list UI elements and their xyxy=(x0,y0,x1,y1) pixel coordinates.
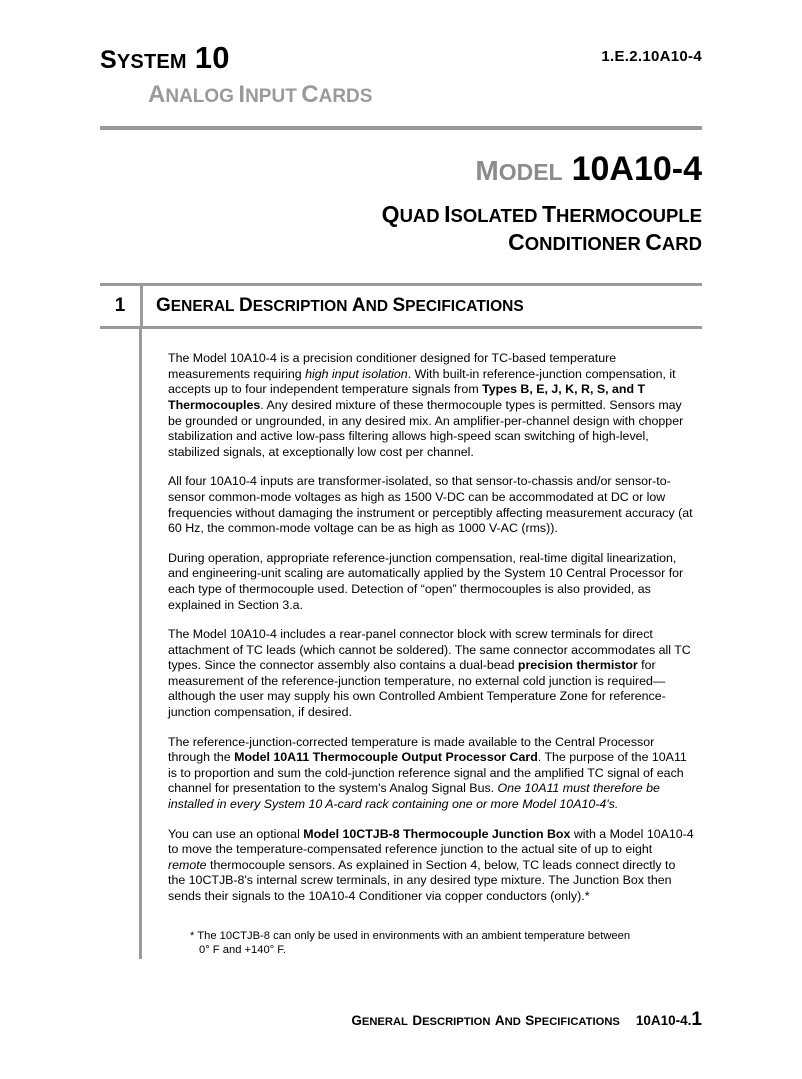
section-number: 1 xyxy=(114,295,126,317)
model-line xyxy=(100,152,702,188)
analog-input-cards-subtitle: ANALOG INPUT CARDS xyxy=(148,81,373,108)
system-number: 10 xyxy=(194,40,230,75)
section-divider xyxy=(140,286,143,326)
model-subtitle-line2: CONDITIONER CARD xyxy=(508,229,702,256)
footnote: * The 10CTJB-8 can only be used in environments with an ambient temperature between 0° F and +140° F. xyxy=(190,929,631,956)
footer-page-number: 1 xyxy=(691,1009,702,1030)
model-subtitle xyxy=(100,200,702,258)
page-footer xyxy=(351,1009,702,1031)
body-paragraph: The Model 10A10-4 includes a rear-panel connector block with screw terminals for direct attachment of TC leads (which cannot be soldered). The same connector accommodates all TC types. Since the connector assembly also contains a dual-bead precision thermistor for measurement of the reference-junction temperature, no external cold junction is required—although the user may supply his own Controlled Ambient Temperature Zone for reference-junction compensation, if desired. xyxy=(168,627,691,720)
header-divider-rule xyxy=(100,126,702,130)
document-header xyxy=(100,42,702,114)
body-paragraph: You can use an optional Model 10CTJB-8 Thermocouple Junction Box with a Model 10A10-4 to move the temperature-compensated reference junction to the actual site of up to eight remote thermocouple sensors. As explained in Section 4, below, TC leads connect directly to the 10CTJB-8's internal screw terminals, in any desired type mixture. The Junction Box then sends their signals to the 10A10-4 Conditioner via copper conductors (only).* xyxy=(168,826,694,903)
footer-section-title: GENERAL DESCRIPTION AND SPECIFICATIONS xyxy=(351,1013,620,1028)
body-paragraph: The Model 10A10-4 is a precision conditioner designed for TC-based temperature measurements requiring high input isolation. With built-in reference-junction compensation, it accepts up to four independent temperature signals from Types B, E, J, K, R, S, and T Thermocouples. Any desired mixture of these thermocouple types is permitted. Sensors may be grounded or ungrounded, in any desired mix. An amplifier-per-channel design with chopper stabilization and active low-pass filtering allows high-speed scan switching of high-level, stabilized signals, at exceptionally low cost per channel. xyxy=(168,351,684,459)
model-subtitle-line1: QUAD ISOLATED THERMOCOUPLE xyxy=(381,200,702,227)
system-word: SYSTEM xyxy=(100,46,187,74)
footer-page-code: 10A10-4. xyxy=(635,1013,692,1028)
body-paragraph: The reference-junction-corrected temperature is made available to the Central Processor through the Model 10A11 Thermocouple Output Processor Card. The purpose of the 10A11 is to proportion and sum the cold-junction reference signal and the amplified TC signal of each channel for presentation to the system's Analog Signal Bus. One 10A11 must therefore be installed in every System 10 A-card rack containing one or more Model 10A10-4's. xyxy=(168,734,687,812)
body-paragraph: All four 10A10-4 inputs are transformer-isolated, so that sensor-to-chassis and/or sensor-to-sensor common-mode voltages as high as 1500 V-DC can be accommodated at DC or low frequencies without damaging the instrument or perceptibly affecting measurement accuracy (at 60 Hz, the common-mode voltage can be as high as 1000 V-AC (rms)). xyxy=(168,474,693,536)
body-left-rule xyxy=(139,329,142,959)
section-header-bar xyxy=(100,283,702,329)
document-body xyxy=(100,329,702,956)
model-word: MODEL xyxy=(475,155,563,186)
model-title-block xyxy=(100,152,702,257)
document-code: 1.E.2.10A10-4 xyxy=(601,48,702,65)
model-number: 10A10-4 xyxy=(571,150,702,188)
body-paragraph: During operation, appropriate reference-junction compensation, real-time digital linearization, and engineering-unit scaling are automatically applied by the System 10 Central Processor for each type of thermocouple used. Detection of “open” thermocouples is also provided, as explained in Section 3.a. xyxy=(168,550,684,612)
section-title: GENERAL DESCRIPTION AND SPECIFICATIONS xyxy=(156,295,524,317)
document-page xyxy=(0,42,802,1079)
body-paragraphs xyxy=(168,329,694,904)
